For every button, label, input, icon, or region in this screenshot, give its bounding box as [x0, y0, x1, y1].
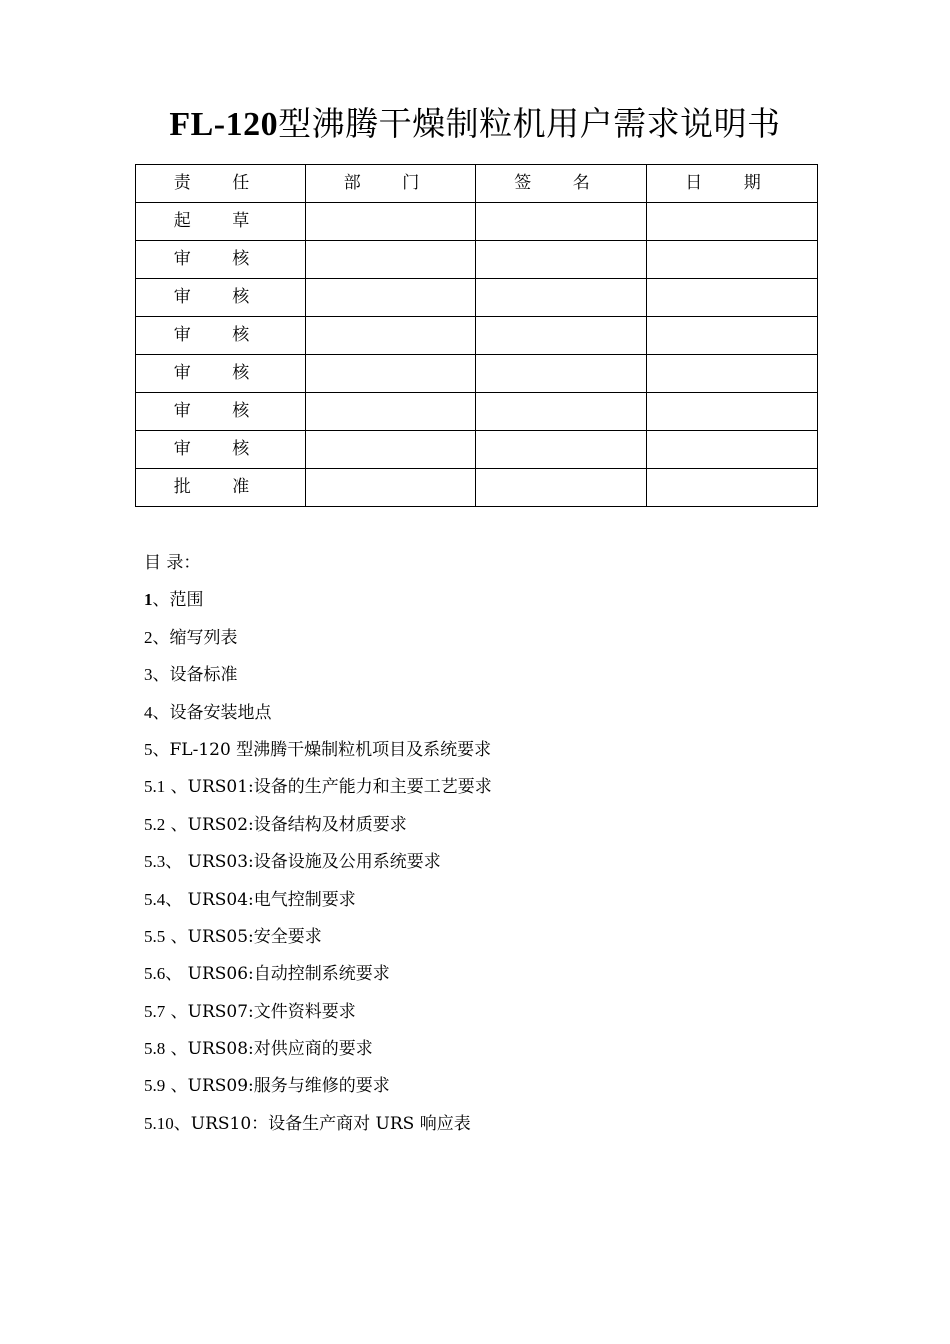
- signoff-row: [136, 279, 818, 317]
- date-cell[interactable]: [647, 393, 818, 431]
- toc-item-number: 5.5: [144, 926, 166, 946]
- header-signature: 签 名: [476, 165, 647, 203]
- title-model: FL-120: [169, 106, 279, 143]
- toc-item[interactable]: [144, 660, 844, 697]
- toc-item-number: 5.3: [144, 852, 166, 872]
- header-date: 日 期: [647, 165, 818, 203]
- date-cell[interactable]: [647, 241, 818, 279]
- date-cell[interactable]: [647, 469, 818, 507]
- toc-item-number: 1: [144, 590, 153, 610]
- toc-item-number: 2: [144, 627, 153, 647]
- date-cell[interactable]: [647, 317, 818, 355]
- department-cell[interactable]: [306, 469, 476, 507]
- signoff-table: [135, 164, 818, 507]
- row-role: 起 草: [136, 203, 306, 241]
- toc-item-text: 、范围: [152, 590, 204, 611]
- signoff-row: [136, 355, 818, 393]
- department-cell[interactable]: [306, 241, 476, 279]
- toc-item-text: 、URS07:文件资料要求: [165, 1001, 356, 1022]
- signoff-row: [136, 317, 818, 355]
- toc-item-number: 5.9: [144, 1076, 166, 1096]
- toc-item-number: 5.10: [144, 1113, 174, 1133]
- toc-item[interactable]: [144, 959, 844, 996]
- signature-cell[interactable]: [476, 203, 647, 241]
- toc-item-number: 5.2: [144, 814, 166, 834]
- toc-item[interactable]: [144, 922, 844, 959]
- toc-item-number: 5.4: [144, 889, 166, 909]
- date-cell[interactable]: [647, 279, 818, 317]
- department-cell[interactable]: [306, 203, 476, 241]
- toc-item-number: 5.8: [144, 1039, 166, 1059]
- toc-item-number: 5: [144, 739, 153, 759]
- toc-item[interactable]: [144, 585, 844, 622]
- department-cell[interactable]: [306, 393, 476, 431]
- signoff-row: [136, 431, 818, 469]
- signature-cell[interactable]: [476, 355, 647, 393]
- toc-item[interactable]: [144, 885, 844, 922]
- row-role: 审 核: [136, 431, 306, 469]
- signature-cell[interactable]: [476, 431, 647, 469]
- header-responsibility: 责 任: [136, 165, 306, 203]
- toc-item-number: 5.7: [144, 1001, 166, 1021]
- toc-item[interactable]: [144, 847, 844, 884]
- signoff-row: [136, 393, 818, 431]
- signature-cell[interactable]: [476, 317, 647, 355]
- toc-item[interactable]: [144, 623, 844, 660]
- toc-item-text: 、URS08:对供应商的要求: [165, 1039, 373, 1060]
- toc-item-number: 5.1: [144, 777, 166, 797]
- row-role: 审 核: [136, 317, 306, 355]
- row-role: 审 核: [136, 241, 306, 279]
- department-cell[interactable]: [306, 355, 476, 393]
- row-role: 批 准: [136, 469, 306, 507]
- toc-heading: 目 录：: [144, 553, 201, 573]
- signature-cell[interactable]: [476, 393, 647, 431]
- toc-item-text: 、缩写列表: [152, 627, 238, 648]
- signoff-row: [136, 469, 818, 507]
- title-text: 型沸腾干燥制粒机用户需求说明书: [278, 104, 781, 143]
- signature-cell[interactable]: [476, 279, 647, 317]
- toc-item[interactable]: [144, 735, 844, 772]
- header-department: 部 门: [306, 165, 476, 203]
- toc-item[interactable]: [144, 1071, 844, 1108]
- toc-item-text: 、URS05:安全要求: [165, 926, 322, 947]
- signoff-header-row: [136, 165, 818, 203]
- row-role: 审 核: [136, 393, 306, 431]
- toc-item-text: 、 URS06:自动控制系统要求: [165, 964, 390, 985]
- signoff-row: [136, 203, 818, 241]
- toc-item-number: 4: [144, 702, 153, 722]
- department-cell[interactable]: [306, 317, 476, 355]
- date-cell[interactable]: [647, 203, 818, 241]
- toc-item-text: 、 URS04:电气控制要求: [165, 889, 356, 910]
- toc-item[interactable]: [144, 1109, 844, 1146]
- toc-item-text: 、FL-120 型沸腾干燥制粒机项目及系统要求: [152, 739, 492, 760]
- toc-item-text: 、URS09:服务与维修的要求: [165, 1076, 390, 1097]
- toc-item-text: 、URS10：设备生产商对 URS 响应表: [173, 1113, 471, 1134]
- department-cell[interactable]: [306, 279, 476, 317]
- toc-item[interactable]: [144, 1034, 844, 1071]
- date-cell[interactable]: [647, 431, 818, 469]
- date-cell[interactable]: [647, 355, 818, 393]
- toc-item-text: 、设备安装地点: [152, 702, 272, 723]
- document-title: [0, 100, 950, 149]
- toc-item[interactable]: [144, 772, 844, 809]
- toc-item-number: 5.6: [144, 964, 166, 984]
- toc-item[interactable]: [144, 997, 844, 1034]
- table-of-contents: [144, 548, 844, 1146]
- toc-item-number: 3: [144, 665, 153, 685]
- row-role: 审 核: [136, 355, 306, 393]
- toc-item-text: 、 URS03:设备设施及公用系统要求: [165, 852, 441, 873]
- toc-item-text: 、设备标准: [152, 665, 238, 686]
- signature-cell[interactable]: [476, 469, 647, 507]
- signoff-row: [136, 241, 818, 279]
- toc-item[interactable]: [144, 810, 844, 847]
- department-cell[interactable]: [306, 431, 476, 469]
- toc-item-text: 、URS01:设备的生产能力和主要工艺要求: [165, 777, 492, 798]
- toc-item[interactable]: [144, 698, 844, 735]
- toc-item-text: 、URS02:设备结构及材质要求: [165, 814, 407, 835]
- signature-cell[interactable]: [476, 241, 647, 279]
- row-role: 审 核: [136, 279, 306, 317]
